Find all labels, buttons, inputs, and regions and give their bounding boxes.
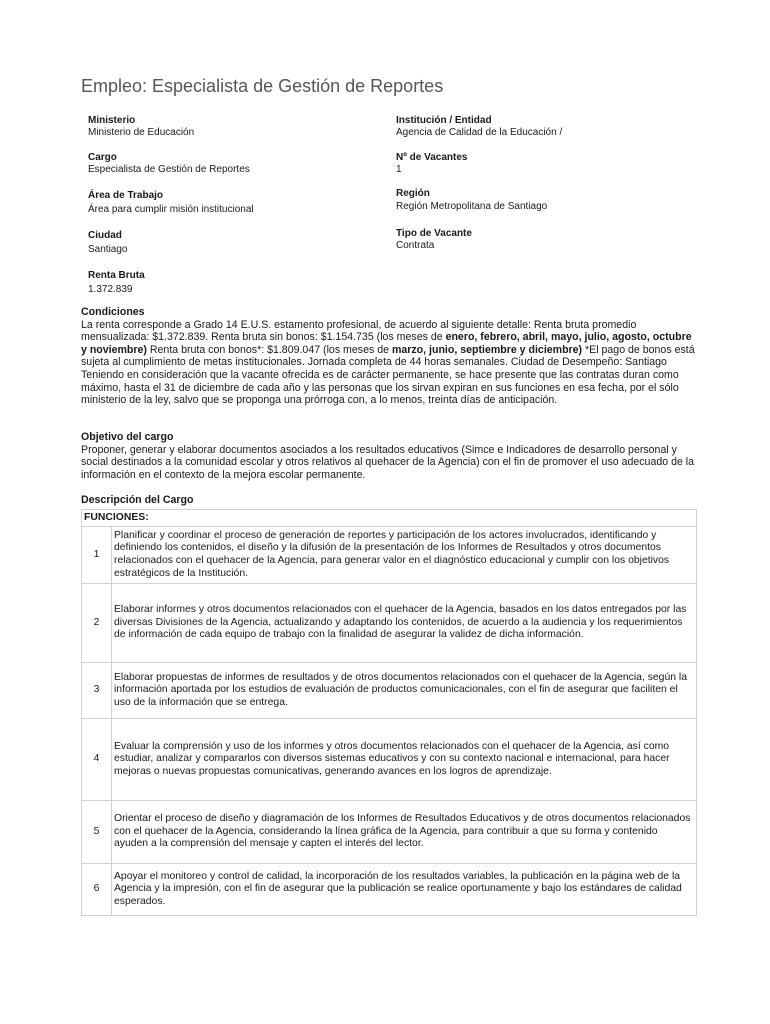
field-renta — [88, 270, 145, 296]
field-label: Ciudad — [88, 230, 122, 241]
row-number: 6 — [82, 864, 112, 916]
field-region — [396, 188, 547, 213]
table-row — [82, 527, 697, 584]
bold-run: enero, febrero, abril, mayo, julio, agosto, octubre y noviembre) — [81, 331, 692, 356]
section-objetivo — [81, 431, 697, 481]
field-label: Área de Trabajo — [88, 190, 164, 201]
row-number: 3 — [82, 663, 112, 719]
table-row — [82, 801, 697, 864]
table-row — [82, 584, 697, 663]
table-header-row — [82, 510, 697, 527]
field-value: Especialista de Gestión de Reportes — [88, 164, 250, 175]
text-run: La renta corresponde a Grado 14 E.U.S. estamento profesional, de acuerdo al siguiente detalle: Renta bruta promedio mensualizada: $1.372.839. Renta bruta sin bonos: $1.154.735 (los meses de — [81, 318, 637, 344]
row-number: 1 — [82, 527, 112, 584]
table-row — [82, 864, 697, 916]
field-label: Institución / Entidad — [396, 115, 492, 126]
field-value: Ministerio de Educación — [88, 127, 195, 138]
objetivo-text: Proponer, generar y elaborar documentos asociados a los resultados educativos (Simce e Indicadores de desarrollo personal y social destinados a la comunidad escolar y otros relativos al quehacer de la Agencia) con el fin de promover el uso adecuado de la información en el contexto de la mejora escolar permanente. — [81, 443, 695, 481]
section-title: Descripción del Cargo — [81, 494, 194, 506]
field-institucion — [396, 115, 562, 139]
field-value: 1 — [396, 164, 402, 175]
section-condiciones — [81, 306, 697, 407]
field-label: Cargo — [88, 152, 117, 163]
row-text: Elaborar informes y otros documentos relacionados con el quehacer de la Agencia, basados en los datos entregados por las diversas Divisiones de la Agencia, actualizando y adaptando los contenidos, de acuerdo a la audiencia y los requerimientos de información de cada equipo de trabajo con la finalidad de asegurar la validez de dicha información. — [112, 584, 697, 663]
section-descripcion — [81, 494, 697, 507]
row-text: Apoyar el monitoreo y control de calidad, la incorporación de los resultados variables, la publicación en la página web de la Agencia y la impresión, con el fin de asegurar que la publicación se realice oportunamente y bajo los estándares de calidad esperados. — [112, 864, 697, 916]
field-label: Tipo de Vacante — [396, 228, 472, 239]
field-value: 1.372.839 — [88, 284, 133, 295]
field-value: Contrata — [396, 240, 435, 251]
bold-run: marzo, junio, septiembre y diciembre) — [391, 343, 583, 356]
field-tipo — [396, 228, 472, 252]
row-text: Planificar y coordinar el proceso de generación de reportes y participación de los actores involucrados, identificando y definiendo los contenidos, el diseño y la difusión de la presentación de los Informes de Resultados y otros documentos relacionados con el quehacer de la Agencia, para generar valor en el diagnóstico educacional y cumplir con los objetivos estratégicos de la Institución. — [112, 527, 697, 584]
row-text: Elaborar propuestas de informes de resultados y de otros documentos relacionados con el quehacer de la Agencia, según la información aportada por los estudios de evaluación de productos comunicacionales, con el fin de asegurar que faciliten el uso de la información que se entrega. — [112, 663, 697, 719]
field-label: Región — [396, 188, 430, 199]
field-ministerio — [88, 115, 194, 139]
row-text: Orientar el proceso de diseño y diagramación de los Informes de Resultados Educativos y de otros documentos relacionados con el quehacer de la Agencia, considerando la línea gráfica de la Agencia, para contribuir a que su forma y contenido ayuden a la comprensión del mensaje y capten el interés del lector. — [112, 801, 697, 864]
section-title: Condiciones — [81, 306, 145, 318]
field-label: Nº de Vacantes — [396, 152, 468, 163]
field-cargo — [88, 152, 250, 176]
condiciones-text — [81, 319, 697, 407]
field-value: Área para cumplir misión institucional — [88, 204, 254, 215]
field-label: Ministerio — [88, 115, 136, 126]
page-title: Empleo: Especialista de Gestión de Reportes — [81, 76, 444, 96]
field-value: Agencia de Calidad de la Educación / — [396, 127, 563, 138]
row-text: Evaluar la comprensión y uso de los informes y otros documentos relacionados con el quehacer de la Agencia, así como estudiar, analizar y compararlos con diversos sistemas educativos y con su contexto nacional e internacional, para hacer mejoras o nuevas propuestas comunicativas, generando avances en los logros de aprendizaje. — [112, 719, 697, 801]
table-row — [82, 663, 697, 719]
table-header: FUNCIONES: — [82, 510, 697, 527]
table-row — [82, 719, 697, 801]
field-area — [88, 190, 254, 216]
text-run: Renta bruta con bonos*: $1.809.047 (los meses de — [146, 343, 392, 356]
funciones-table — [81, 509, 697, 916]
field-label: Renta Bruta — [88, 270, 145, 281]
text-run: *El pago de bonos está sujeta al cumplimiento de metas institucionales. Jornada completa de 44 horas semanales. Ciudad de Desempeño: Santiago Teniendo en consideración que la vacante ofrecida es de carácter permanente, se hace presente que las contratas duran como máximo, hasta el 31 de diciembre de cada año y las personas que los sirvan expiran en sus funciones en esa fecha, por el sólo ministerio de la ley, salvo que se proponga una prórroga con, a lo menos, treinta días de anticipación. — [81, 343, 695, 407]
row-number: 5 — [82, 801, 112, 864]
field-vacantes — [396, 152, 467, 176]
row-number: 4 — [82, 719, 112, 801]
field-value: Región Metropolitana de Santiago — [396, 201, 548, 212]
row-number: 2 — [82, 584, 112, 663]
field-value: Santiago — [88, 244, 128, 255]
section-title: Objetivo del cargo — [81, 431, 174, 443]
field-ciudad — [88, 230, 127, 256]
